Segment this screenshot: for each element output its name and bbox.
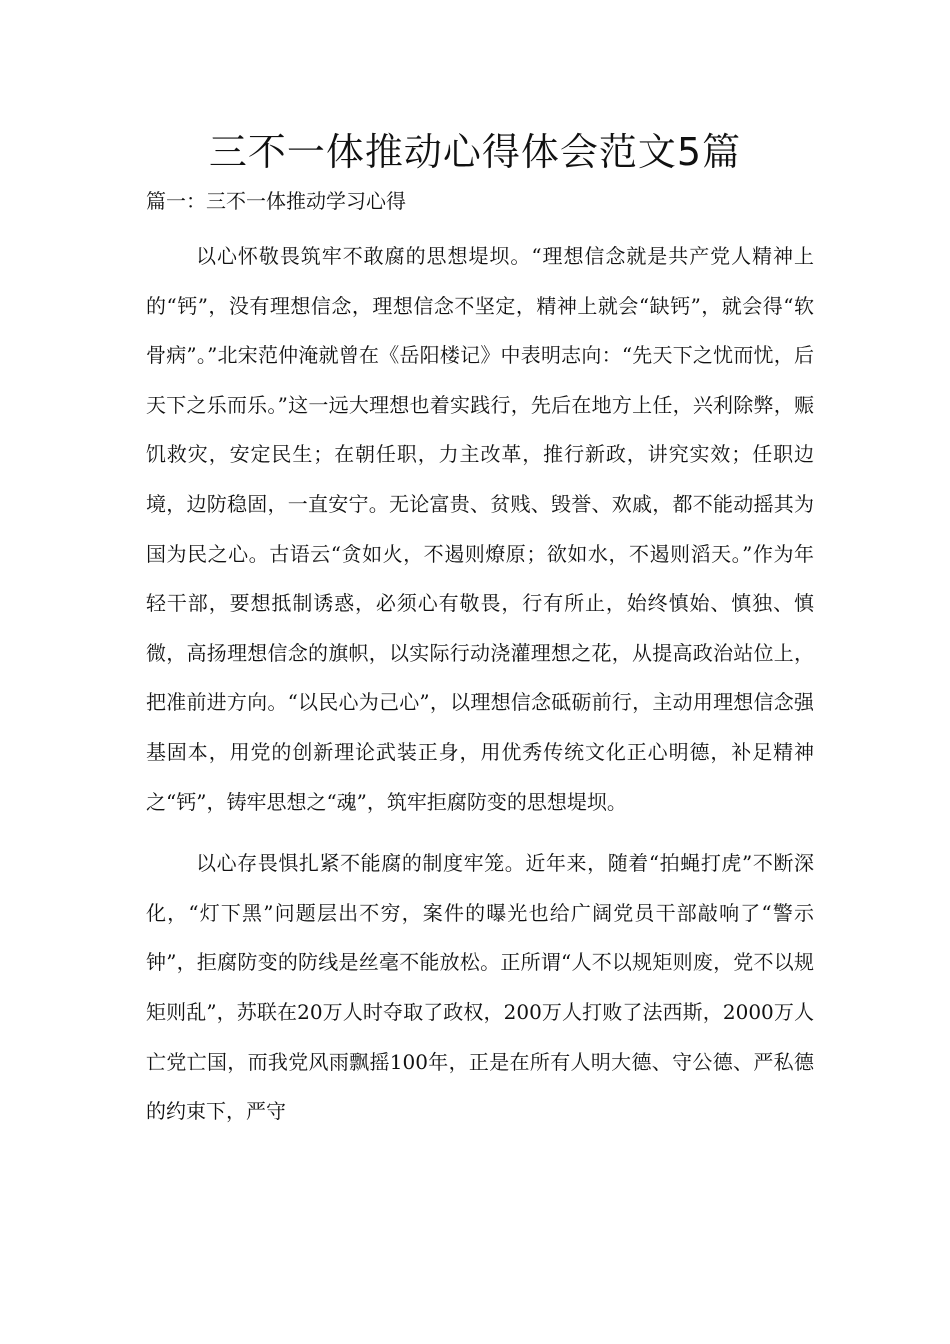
paragraph-2: 以心存畏惧扎紧不能腐的制度牢笼。近年来，随着“拍蝇打虎”不断深化，“灯下黑”问题层出不穷，案件的曝光也给广阔党员干部敲响了“警示钟”，拒腐防变的防线是丝毫不能放松。正所谓“人不以规矩则废，党不以规矩则乱”，苏联在20万人时夺取了政权，200万人打败了法西斯，2000万人亡党亡国，而我党风雨飘摇100年，正是在所有人明大德、守公德、严私德的约束下，严守 <box>146 851 814 1124</box>
document-title: 三不一体推动心得体会范文5篇 <box>208 130 742 174</box>
paragraph-1: 以心怀敬畏筑牢不敢腐的思想堤坝。“理想信念就是共产党人精神上的“钙”，没有理想信念，理想信念不坚定，精神上就会“缺钙”，就会得“软骨病”。”北宋范仲淹就曾在《岳阳楼记》中表明志向：“先天下之忧而忧，后天下之乐而乐。”这一远大理想也着实践行，先后在地方上任，兴利除弊，赈饥救灾，安定民生；在朝任职，力主改革，推行新政，讲究实效；任职边境，边防稳固，一直安宁。无论富贵、贫贱、毁誉、欢戚，都不能动摇其为国为民之心。古语云“贪如火，不遏则燎原；欲如水，不遏则滔天。”作为年轻干部，要想抵制诱惑，必须心有敬畏，行有所止，始终慎始、慎独、慎微，高扬理想信念的旗帜，以实际行动浇灌理想之花，从提高政治站位上，把准前进方向。“以民心为己心”，以理想信念砥砺前行，主动用理想信念强基固本，用党的创新理论武装正身，用优秀传统文化正心明德，补足精神之“钙”，铸牢思想之“魂”，筑牢拒腐防变的思想堤坝。 <box>146 244 814 814</box>
document-body <box>146 232 814 1137</box>
section-heading: 篇一：三不一体推动学习心得 <box>146 189 406 213</box>
